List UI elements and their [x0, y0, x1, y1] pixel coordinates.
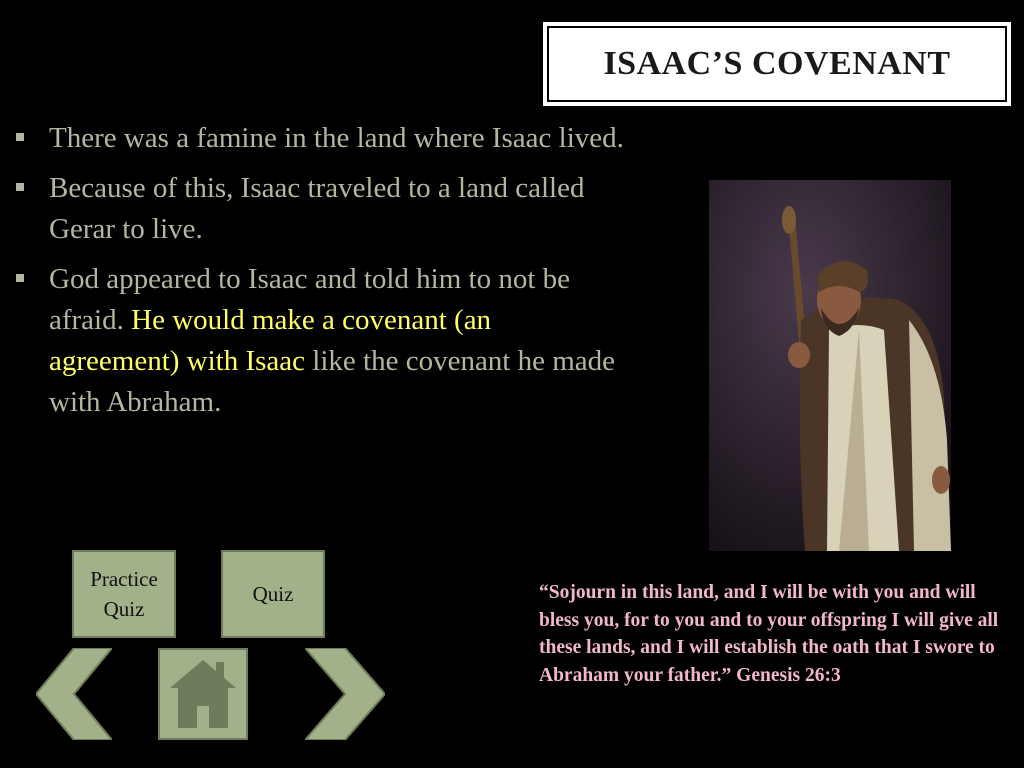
scripture-quote: “Sojourn in this land, and I will be with you and will bless you, for to you and to your offspring I will give all these lands, and I will establish the oath that I swore to Abraham your father.” Genesis 26:3 [539, 582, 999, 686]
next-button[interactable] [305, 648, 385, 740]
isaac-photo [709, 180, 951, 551]
square-bullet-icon [16, 133, 24, 141]
practice-quiz-button[interactable]: Practice Quiz [72, 550, 176, 638]
square-bullet-icon [16, 274, 24, 282]
bullet-text: Because of this, Isaac traveled to a land called Gerar to live. [49, 172, 585, 245]
home-button[interactable] [158, 648, 248, 740]
bullet-list [14, 118, 624, 432]
slide-title: ISAAC’S COVENANT [603, 45, 951, 82]
bullet-text: There was a famine in the land where Isaac lived. [49, 122, 624, 154]
bullet-text: God appeared to Isaac and told him to not be afraid. [49, 263, 571, 336]
bullet-item [14, 259, 624, 423]
bullet-text: like the covenant he made with Abraham. [49, 345, 616, 418]
title-box [542, 21, 1012, 107]
home-icon [160, 650, 246, 738]
title-frame [547, 26, 1007, 102]
isaac-illustration [709, 180, 951, 551]
quiz-button[interactable]: Quiz [221, 550, 325, 638]
highlighted-text: He would make a covenant (an agreement) with Isaac [49, 304, 492, 377]
back-button[interactable] [36, 648, 112, 740]
chevron-left-icon [36, 648, 112, 740]
bullet-item [14, 118, 624, 159]
bullet-item [14, 168, 624, 250]
square-bullet-icon [16, 183, 24, 191]
chevron-right-icon [305, 648, 385, 740]
